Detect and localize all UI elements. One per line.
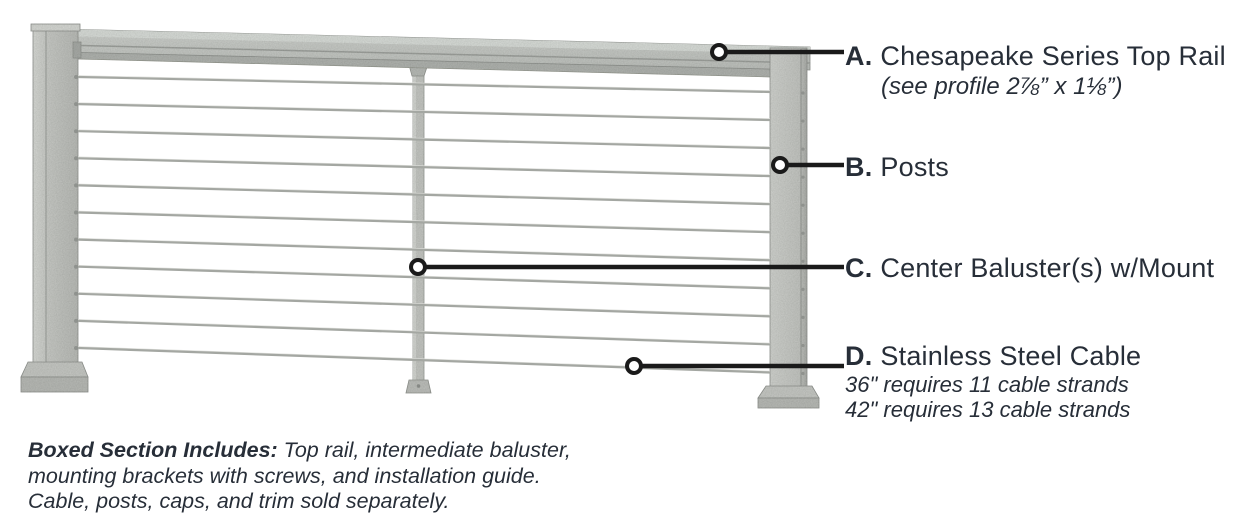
- cable-fitting-right: [801, 260, 804, 263]
- cable-fitting-left: [74, 265, 78, 269]
- callout-b-label: [845, 152, 949, 183]
- cable-fitting-right: [801, 288, 804, 291]
- cable-fitting-right: [801, 91, 804, 94]
- callout-d-note1: 36" requires 11 cable strands: [845, 372, 1129, 397]
- callout-a-marker: [712, 45, 726, 59]
- cable-fitting-left: [74, 129, 78, 133]
- cable-fitting-right: [801, 372, 804, 375]
- cable-fitting-left: [74, 319, 78, 323]
- cable-fitting-right: [801, 344, 804, 347]
- cable-fitting-left: [74, 102, 78, 106]
- boxed-section-footnote: [28, 438, 628, 515]
- callout-a-letter: A.: [845, 41, 873, 71]
- callout-c-label: [845, 253, 1214, 284]
- cable-fitting-left: [74, 183, 78, 187]
- left-rail-bracket: [73, 42, 81, 58]
- footnote-line-2: mounting brackets with screws, and installation guide.: [28, 463, 541, 488]
- right-post-base: [758, 398, 819, 408]
- callout-b-marker: [773, 158, 787, 172]
- footnote-line-1-rest: Top rail, intermediate baluster,: [277, 438, 571, 462]
- footnote-line-3: Cable, posts, caps, and trim sold separately.: [28, 489, 450, 513]
- cable-fitting-right: [801, 316, 804, 319]
- callout-b-letter: B.: [845, 152, 873, 182]
- callout-d-note2: 42" requires 13 cable strands: [845, 397, 1131, 422]
- callout-c-title: Center Baluster(s) w/Mount: [880, 253, 1215, 283]
- cable-fitting-left: [74, 211, 78, 215]
- callout-a-label: [845, 41, 1226, 72]
- callout-c-letter: C.: [845, 253, 873, 283]
- cable-fitting-right: [801, 119, 804, 122]
- right-post: [758, 48, 819, 408]
- left-post-base: [21, 377, 88, 392]
- cable-fitting-right: [801, 204, 804, 207]
- cable-fitting-right: [801, 232, 804, 235]
- footnote-bold-prefix: Boxed Section Includes:: [28, 438, 278, 462]
- left-post-base-bevel: [21, 362, 88, 377]
- callout-a-title: Chesapeake Series Top Rail: [880, 41, 1226, 71]
- callout-c-marker: [411, 260, 425, 274]
- cable-strands: [74, 75, 805, 375]
- cable-fitting-right: [801, 176, 804, 179]
- top-rail: [60, 29, 810, 77]
- cable-fitting-left: [74, 156, 78, 160]
- cable-fitting-left: [74, 75, 78, 79]
- cable-fitting-left: [74, 238, 78, 242]
- cable-fitting-left: [74, 292, 78, 296]
- callout-d-letter: D.: [845, 341, 873, 371]
- right-post-base-bevel: [758, 386, 819, 398]
- callout-d-label: [845, 341, 1141, 372]
- callout-d-title: Stainless Steel Cable: [880, 341, 1142, 371]
- callout-a-subtitle: (see profile 2⅞” x 1⅛”): [881, 73, 1123, 100]
- left-post: [21, 24, 88, 392]
- cable-fitting-right: [801, 148, 804, 151]
- cable-fitting-left: [74, 346, 78, 350]
- left-post-cap: [31, 24, 80, 31]
- footnote-line-1: [28, 438, 628, 464]
- callout-d-marker: [627, 359, 641, 373]
- callout-b-title: Posts: [880, 152, 949, 182]
